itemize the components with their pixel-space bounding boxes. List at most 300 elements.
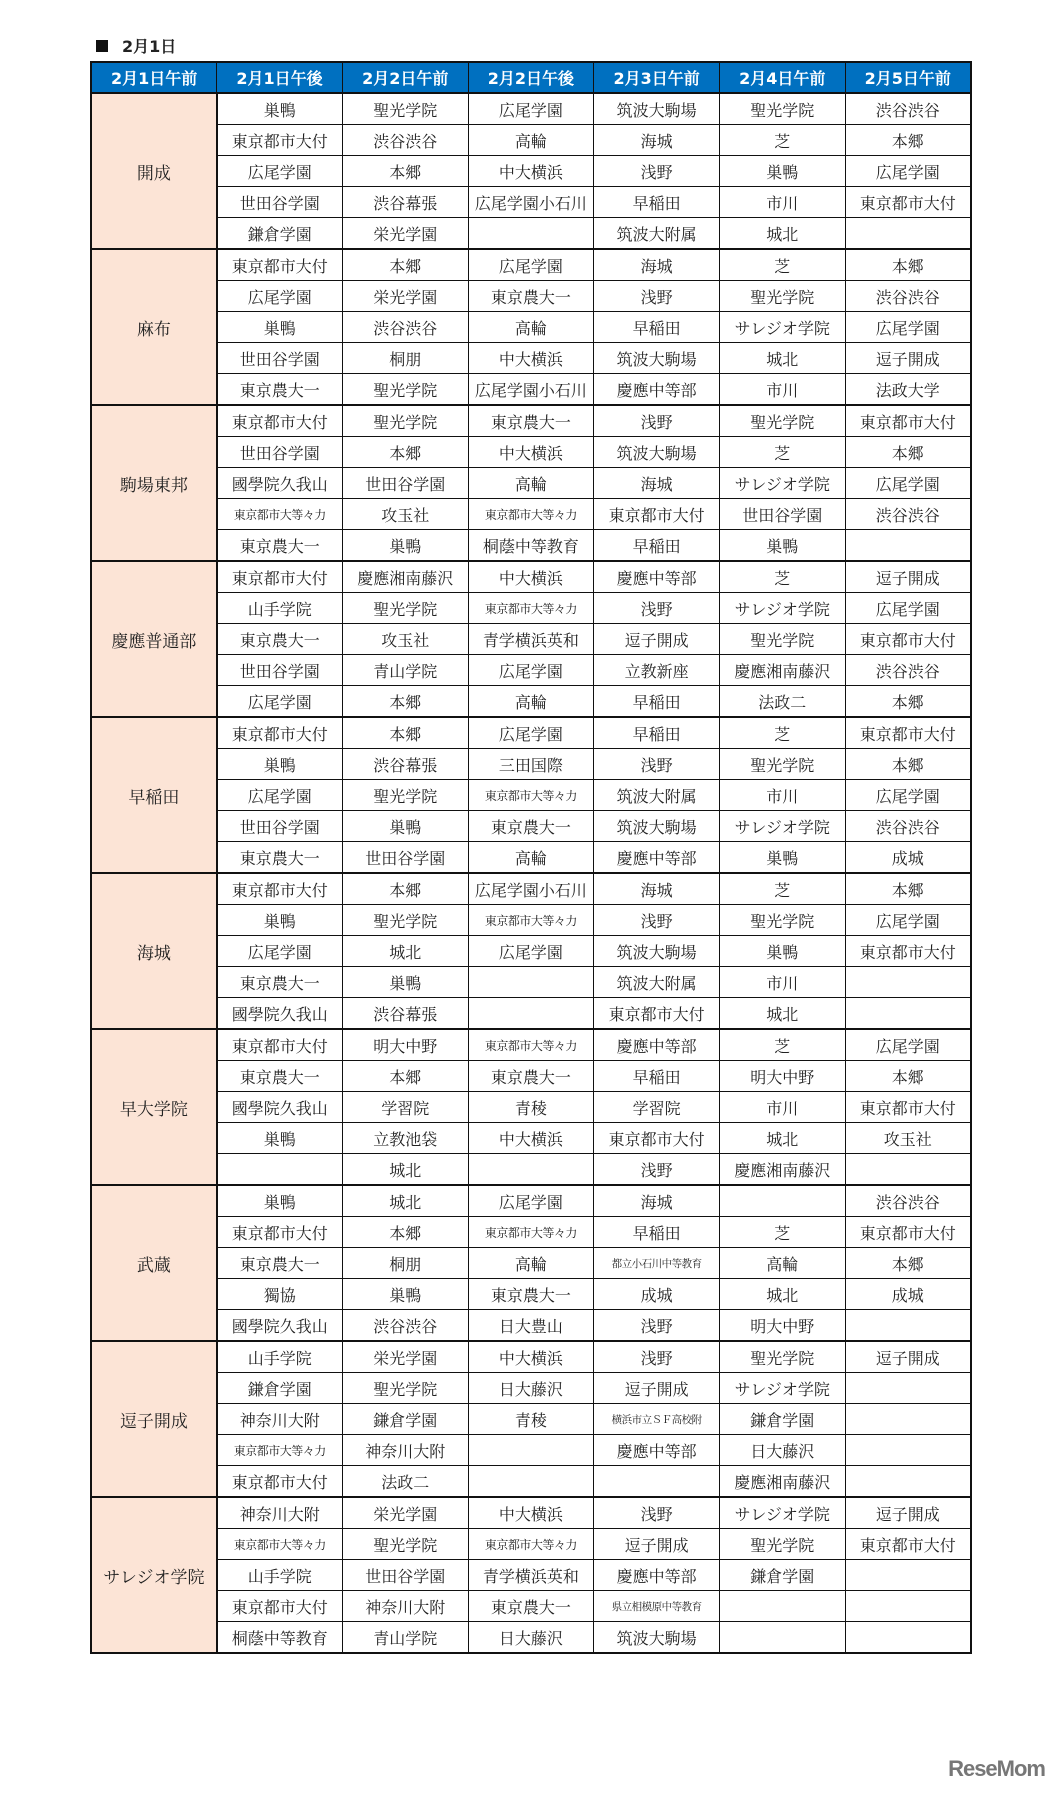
school-cell: 東京農大一 [468,1061,594,1092]
table-row [91,93,971,125]
school-cell: 城北 [719,343,845,374]
group-label: 開成 [91,93,217,249]
table-row [91,1248,971,1279]
school-cell: 浅野 [594,1310,720,1342]
school-cell: 逗子開成 [845,343,971,374]
school-cell [468,998,594,1030]
school-cell: 本郷 [845,749,971,780]
table-row [91,686,971,718]
school-cell: 聖光学院 [342,405,468,437]
school-cell: 聖光学院 [342,780,468,811]
table-row [91,873,971,905]
school-cell: 東京農大一 [217,1248,343,1279]
school-cell: 青稜 [468,1092,594,1123]
school-cell: 東京都市大付 [217,1217,343,1248]
school-cell: 巣鴨 [217,1185,343,1217]
square-bullet-icon [96,40,108,52]
school-cell: 東京都市大等々力 [217,1435,343,1466]
table-row [91,967,971,998]
school-cell: 東京都市大付 [217,561,343,593]
school-cell [845,1154,971,1186]
school-cell: 東京都市大等々力 [468,499,594,530]
school-cell: 広尾学園 [217,936,343,967]
school-cell: 桐蔭中等教育 [468,530,594,562]
school-cell: 世田谷学園 [719,499,845,530]
school-cell: 青山学院 [342,1622,468,1654]
school-cell: 筑波大駒場 [594,343,720,374]
school-cell: 渋谷渋谷 [845,811,971,842]
school-cell: 浅野 [594,593,720,624]
school-cell: 鎌倉学園 [719,1560,845,1591]
school-cell: 城北 [719,1279,845,1310]
school-cell: 東京農大一 [217,967,343,998]
school-cell: 聖光学院 [719,1529,845,1560]
school-cell: 高輪 [468,312,594,343]
school-cell: 広尾学園 [468,655,594,686]
school-cell: 桐朋 [342,1248,468,1279]
school-cell: 明大中野 [719,1310,845,1342]
school-cell [845,1591,971,1622]
school-cell: 東京都市大付 [594,1123,720,1154]
school-cell: 高輪 [719,1248,845,1279]
school-cell: 鎌倉学園 [217,1373,343,1404]
table-row [91,1591,971,1622]
table-row [91,749,971,780]
school-cell: 立教新座 [594,655,720,686]
table-row [91,998,971,1030]
column-header: 2月5日午前 [845,62,971,93]
school-cell: 城北 [719,218,845,250]
school-cell: 聖光学院 [342,1529,468,1560]
school-cell: 広尾学園 [217,686,343,718]
resemom-logo: ReseMom [948,1756,1045,1781]
school-cell: 筑波大附属 [594,780,720,811]
school-cell: 中大横浜 [468,1497,594,1529]
school-cell: 本郷 [845,1248,971,1279]
school-cell: 法政大学 [845,374,971,406]
school-cell: 東京都市大付 [217,249,343,281]
school-cell [845,1560,971,1591]
school-cell: 中大横浜 [468,1123,594,1154]
table-row [91,1092,971,1123]
school-cell: 東京都市大付 [845,187,971,218]
school-cell: 逗子開成 [845,561,971,593]
school-cell: 巣鴨 [342,530,468,562]
school-cell: 渋谷幕張 [342,187,468,218]
school-cell: 東京都市大付 [217,1029,343,1061]
school-cell [217,1154,343,1186]
table-row [91,218,971,250]
school-cell: 巣鴨 [342,967,468,998]
school-cell: 鎌倉学園 [719,1404,845,1435]
school-cell: 広尾学園 [845,905,971,936]
school-cell: 聖光学院 [342,593,468,624]
table-row [91,530,971,562]
school-cell: 芝 [719,1217,845,1248]
school-cell: 東京都市大付 [845,1217,971,1248]
table-row [91,593,971,624]
school-cell: 城北 [342,1154,468,1186]
school-cell: 神奈川大附 [342,1435,468,1466]
school-cell: 芝 [719,125,845,156]
group-label: 早大学院 [91,1029,217,1185]
school-cell: 浅野 [594,1497,720,1529]
school-cell: 明大中野 [342,1029,468,1061]
school-cell: 渋谷渋谷 [845,281,971,312]
table-row [91,1217,971,1248]
school-cell: 東京都市大等々力 [217,499,343,530]
school-cell: 渋谷渋谷 [845,499,971,530]
table-row [91,499,971,530]
table-row [91,1404,971,1435]
column-header: 2月1日午後 [217,62,343,93]
school-cell: 広尾学園 [845,1029,971,1061]
table-row [91,1061,971,1092]
school-cell: 芝 [719,561,845,593]
school-cell: 巣鴨 [719,530,845,562]
school-cell: 巣鴨 [217,749,343,780]
group-label: サレジオ学院 [91,1497,217,1653]
table-row [91,1154,971,1186]
school-cell: 東京都市大付 [217,125,343,156]
school-cell: 慶應湘南藤沢 [719,1466,845,1498]
school-cell: 本郷 [342,249,468,281]
school-cell: 慶應湘南藤沢 [719,655,845,686]
school-cell: 聖光学院 [719,93,845,125]
school-cell: 東京都市大付 [217,873,343,905]
group-label: 慶應普通部 [91,561,217,717]
school-cell: 成城 [845,1279,971,1310]
school-cell: 獨協 [217,1279,343,1310]
school-cell: 山手学院 [217,593,343,624]
school-cell: 筑波大駒場 [594,936,720,967]
school-cell: 早稲田 [594,717,720,749]
school-cell: 聖光学院 [719,624,845,655]
school-cell: 広尾学園 [845,468,971,499]
school-cell: 桐朋 [342,343,468,374]
school-cell: 市川 [719,374,845,406]
school-cell: 中大横浜 [468,561,594,593]
school-cell: 浅野 [594,905,720,936]
school-cell: 広尾学園 [217,281,343,312]
school-cell [719,1591,845,1622]
school-cell: 浅野 [594,405,720,437]
school-cell: 巣鴨 [342,811,468,842]
school-cell: 本郷 [342,437,468,468]
table-row [91,437,971,468]
school-cell: 渋谷渋谷 [342,125,468,156]
school-cell: 市川 [719,780,845,811]
school-cell: サレジオ学院 [719,1497,845,1529]
school-cell: 東京都市大等々力 [468,1217,594,1248]
school-cell: 本郷 [342,156,468,187]
school-cell: 海城 [594,468,720,499]
school-cell: 慶應中等部 [594,374,720,406]
table-row [91,1029,971,1061]
column-header: 2月3日午前 [594,62,720,93]
school-cell: 栄光学園 [342,218,468,250]
school-cell: 広尾学園 [845,780,971,811]
school-cell [719,1622,845,1654]
school-cell: 三田国際 [468,749,594,780]
group-label: 武蔵 [91,1185,217,1341]
school-cell: 本郷 [342,717,468,749]
school-cell: 城北 [719,1123,845,1154]
school-cell: 國學院久我山 [217,1092,343,1123]
table-row [91,374,971,406]
school-cell: 本郷 [845,686,971,718]
school-cell: 日大藤沢 [719,1435,845,1466]
school-cell: 巣鴨 [217,905,343,936]
school-cell [468,218,594,250]
school-cell: 聖光学院 [719,749,845,780]
school-cell: 広尾学園小石川 [468,374,594,406]
table-row [91,187,971,218]
table-row [91,156,971,187]
school-cell: 本郷 [845,1061,971,1092]
school-cell [845,1373,971,1404]
school-cell: 東京都市大付 [845,936,971,967]
school-cell: 栄光学園 [342,1497,468,1529]
table-row [91,905,971,936]
school-cell: サレジオ学院 [719,468,845,499]
table-row [91,312,971,343]
school-cell: 東京都市大付 [217,717,343,749]
school-cell: 成城 [845,842,971,874]
school-cell: 本郷 [845,249,971,281]
table-body [91,93,971,1653]
school-cell: 東京都市大付 [845,1529,971,1560]
school-cell: 県立相模原中等教育 [594,1591,720,1622]
school-cell: 広尾学園 [468,1185,594,1217]
school-cell: 浅野 [594,281,720,312]
school-cell: 神奈川大附 [217,1497,343,1529]
school-cell: 成城 [594,1279,720,1310]
school-cell: 巣鴨 [217,93,343,125]
school-cell: 東京農大一 [468,281,594,312]
school-cell: 山手学院 [217,1341,343,1373]
school-cell: 渋谷渋谷 [845,1185,971,1217]
group-label: 海城 [91,873,217,1029]
school-cell: 逗子開成 [845,1341,971,1373]
school-cell: 東京農大一 [468,405,594,437]
school-cell: 慶應湘南藤沢 [342,561,468,593]
school-cell: 逗子開成 [845,1497,971,1529]
school-cell [845,1435,971,1466]
school-cell: 青学横浜英和 [468,624,594,655]
school-cell: 世田谷学園 [217,187,343,218]
school-cell: 東京農大一 [468,1279,594,1310]
group-label: 麻布 [91,249,217,405]
school-cell: 國學院久我山 [217,468,343,499]
school-cell: 慶應湘南藤沢 [719,1154,845,1186]
school-cell [845,1310,971,1342]
school-cell [845,218,971,250]
school-cell: 聖光学院 [342,93,468,125]
school-cell: 世田谷学園 [342,468,468,499]
school-cell: 早稲田 [594,1217,720,1248]
school-cell: 慶應中等部 [594,561,720,593]
school-cell: 巣鴨 [342,1279,468,1310]
school-cell: 逗子開成 [594,624,720,655]
school-cell: 中大横浜 [468,156,594,187]
school-cell: 巣鴨 [719,936,845,967]
school-cell: 東京都市大付 [217,405,343,437]
school-cell: サレジオ学院 [719,593,845,624]
school-cell: 市川 [719,187,845,218]
school-cell: 巣鴨 [217,1123,343,1154]
school-cell: 國學院久我山 [217,998,343,1030]
table-row [91,811,971,842]
school-cell: 早稲田 [594,1061,720,1092]
school-cell: 國學院久我山 [217,1310,343,1342]
school-cell: 東京都市大等々力 [468,1529,594,1560]
table-row [91,281,971,312]
school-cell: 東京都市大付 [594,998,720,1030]
table-row [91,842,971,874]
school-cell: 世田谷学園 [342,1560,468,1591]
school-cell: 横浜市立ＳＦ高校附 [594,1404,720,1435]
school-cell: 海城 [594,873,720,905]
table-row [91,1466,971,1498]
school-cell: 東京都市大付 [217,1591,343,1622]
school-cell: 東京都市大付 [845,405,971,437]
group-label: 早稲田 [91,717,217,873]
school-cell: 渋谷渋谷 [845,655,971,686]
school-cell: 青学横浜英和 [468,1560,594,1591]
school-cell: 世田谷学園 [217,343,343,374]
column-header: 2月4日午前 [719,62,845,93]
school-cell: 高輪 [468,1248,594,1279]
school-cell: 広尾学園 [217,156,343,187]
school-cell: 学習院 [594,1092,720,1123]
school-cell [845,530,971,562]
table-row [91,624,971,655]
school-cell: 東京都市大等々力 [468,780,594,811]
table-row [91,780,971,811]
school-cell [594,1466,720,1498]
table-row [91,249,971,281]
school-cell: 世田谷学園 [217,437,343,468]
school-cell: 東京都市大等々力 [468,1029,594,1061]
school-cell: 巣鴨 [719,842,845,874]
table-row [91,1560,971,1591]
school-cell: 日大藤沢 [468,1622,594,1654]
table-row [91,1185,971,1217]
school-cell [845,1466,971,1498]
school-cell: 桐蔭中等教育 [217,1622,343,1654]
school-cell: 渋谷幕張 [342,749,468,780]
school-cell: 芝 [719,717,845,749]
school-cell: 海城 [594,249,720,281]
school-cell: 巣鴨 [217,312,343,343]
school-cell: 巣鴨 [719,156,845,187]
school-cell: 聖光学院 [719,1341,845,1373]
group-label: 逗子開成 [91,1341,217,1497]
school-cell: 広尾学園 [845,593,971,624]
school-cell [845,1404,971,1435]
school-cell: 鎌倉学園 [217,218,343,250]
school-cell: 広尾学園小石川 [468,187,594,218]
school-cell: 東京都市大付 [845,624,971,655]
school-cell: 聖光学院 [719,281,845,312]
school-cell: 筑波大駒場 [594,437,720,468]
school-cell: 渋谷渋谷 [342,1310,468,1342]
table-row [91,468,971,499]
table-row [91,936,971,967]
school-cell [468,1435,594,1466]
school-cell: 城北 [719,998,845,1030]
table-row [91,343,971,374]
school-cell: 山手学院 [217,1560,343,1591]
school-cell: 慶應中等部 [594,1029,720,1061]
table-row [91,1622,971,1654]
school-cell: 鎌倉学園 [342,1404,468,1435]
school-cell [468,1154,594,1186]
table-row [91,1310,971,1342]
school-cell: 芝 [719,249,845,281]
school-cell: 東京都市大等々力 [217,1529,343,1560]
column-header: 2月2日午前 [342,62,468,93]
school-cell: 慶應中等部 [594,842,720,874]
school-cell: 早稲田 [594,530,720,562]
schedule-table [90,61,972,1654]
school-cell: 筑波大駒場 [594,93,720,125]
school-cell: 渋谷渋谷 [342,312,468,343]
table-row [91,1435,971,1466]
school-cell: 渋谷渋谷 [845,93,971,125]
school-cell: 芝 [719,873,845,905]
section-title [96,34,176,57]
school-cell: 高輪 [468,125,594,156]
school-cell: 早稲田 [594,187,720,218]
school-cell: 本郷 [342,873,468,905]
school-cell: 聖光学院 [342,905,468,936]
school-cell: 広尾学園 [468,936,594,967]
school-cell: 青山学院 [342,655,468,686]
school-cell: 東京農大一 [217,842,343,874]
school-cell: 慶應中等部 [594,1435,720,1466]
school-cell: 法政二 [342,1466,468,1498]
school-cell: 本郷 [342,686,468,718]
school-cell: 海城 [594,125,720,156]
school-cell: 栄光学園 [342,1341,468,1373]
school-cell: 筑波大附属 [594,967,720,998]
school-cell: 広尾学園 [468,93,594,125]
school-cell: 浅野 [594,156,720,187]
school-cell: 筑波大附属 [594,218,720,250]
column-header: 2月2日午後 [468,62,594,93]
school-cell: 東京都市大付 [845,1092,971,1123]
school-cell: 都立小石川中等教育 [594,1248,720,1279]
school-cell: サレジオ学院 [719,312,845,343]
school-cell: 広尾学園 [468,717,594,749]
school-cell: 東京都市大等々力 [468,905,594,936]
school-cell: 世田谷学園 [217,655,343,686]
school-cell: 日大豊山 [468,1310,594,1342]
column-header: 2月1日午前 [91,62,217,93]
school-cell: 芝 [719,1029,845,1061]
school-cell: 東京農大一 [217,624,343,655]
table-row [91,1373,971,1404]
school-cell: 聖光学院 [342,1373,468,1404]
table-row [91,717,971,749]
school-cell: 世田谷学園 [342,842,468,874]
table-row [91,1529,971,1560]
school-cell: 浅野 [594,1154,720,1186]
school-cell: 城北 [342,936,468,967]
table-row [91,405,971,437]
